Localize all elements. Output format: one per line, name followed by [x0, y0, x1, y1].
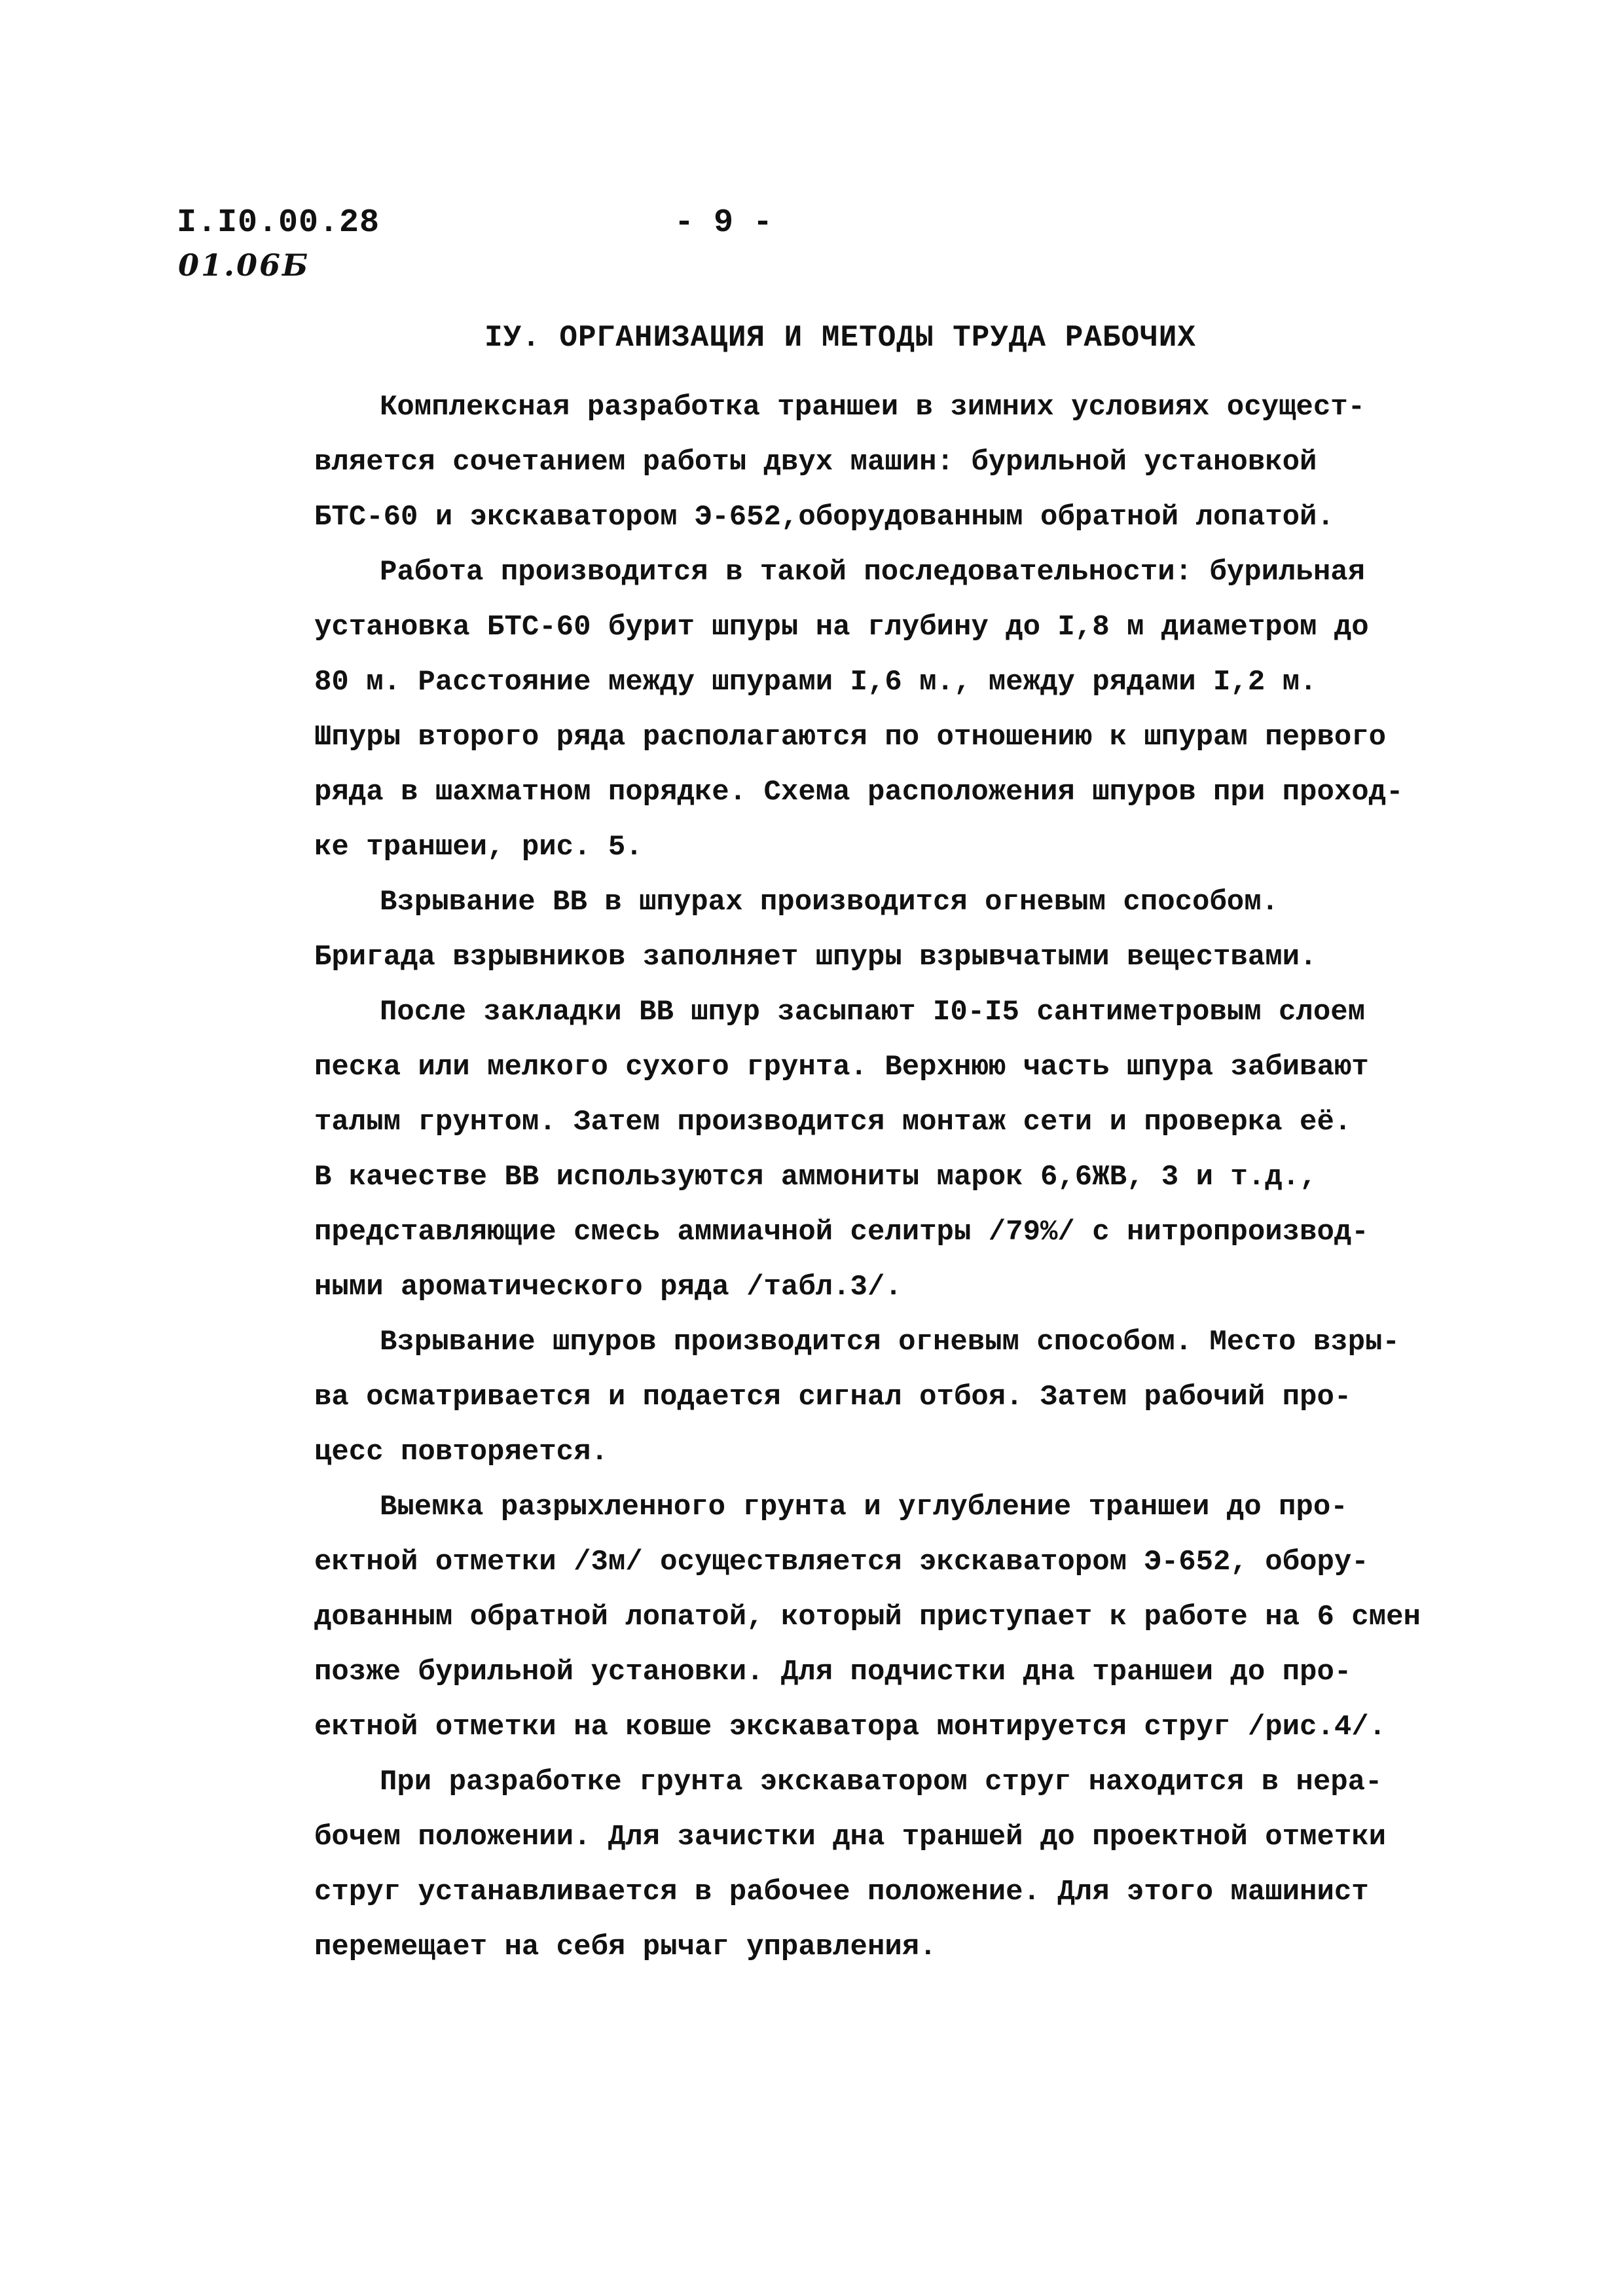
paragraph-1 [314, 380, 1427, 545]
text-line: БТС-60 и экскаватором Э-652,оборудованным обратной лопатой. [314, 501, 1334, 534]
text-line: ва осматривается и подается сигнал отбоя. Затем рабочий про- [314, 1381, 1352, 1413]
text-line: ектной отметки на ковше экскаватора монтируется струг /рис.4/. [314, 1711, 1387, 1743]
text-line: ектной отметки /3м/ осуществляется экскаватором Э-652, обору- [314, 1546, 1369, 1578]
handwritten-note: 01.06Б [178, 247, 310, 283]
text-line: дованным обратной лопатой, который приступает к работе на 6 смен [314, 1601, 1421, 1633]
text-line: ке траншеи, рис. 5. [314, 831, 643, 864]
text-line: При разработке грунта экскаватором струг находится в нера- [380, 1766, 1383, 1798]
text-line: Работа производится в такой последовательности: бурильная [380, 556, 1366, 589]
document-code: I.I0.00.28 [177, 204, 380, 242]
text-line: ряда в шахматном порядке. Схема расположения шпуров при проход- [314, 776, 1404, 809]
text-line: 80 м. Расстояние между шпурами I,6 м., между рядами I,2 м. [314, 666, 1317, 699]
text-line: Шпуры второго ряда располагаются по отношению к шпурам первого [314, 721, 1387, 754]
paragraph-4 [314, 985, 1427, 1315]
text-line: Бригада взрывников заполняет шпуры взрывчатыми веществами. [314, 941, 1317, 974]
text-line: представляющие смесь аммиачной селитры /79%/ с нитропроизвод- [314, 1216, 1369, 1248]
text-line: ными ароматического ряда /табл.3/. [314, 1271, 902, 1303]
paragraph-7 [314, 1755, 1427, 1975]
text-line: бочем положении. Для зачистки дна траншей до проектной отметки [314, 1821, 1387, 1853]
page-number: - 9 - [674, 204, 773, 242]
text-line: установка БТС-60 бурит шпуры на глубину до I,8 м диаметром до [314, 611, 1369, 644]
text-line: песка или мелкого сухого грунта. Верхнюю часть шпура забивают [314, 1051, 1369, 1084]
text-line: Взрывание шпуров производится огневым способом. Место взры- [380, 1326, 1400, 1358]
text-line: струг устанавливается в рабочее положение. Для этого машинист [314, 1876, 1369, 1908]
text-line: позже бурильной установки. Для подчистки дна траншеи до про- [314, 1656, 1352, 1688]
text-line: талым грунтом. Затем производится монтаж сети и проверка её. [314, 1106, 1352, 1139]
paragraph-2 [314, 545, 1427, 875]
text-line: перемещает на себя рычаг управления. [314, 1931, 937, 1963]
text-line: В качестве ВВ используются аммониты марок 6,6ЖВ, 3 и т.д., [314, 1161, 1317, 1194]
text-line: Взрывание ВВ в шпурах производится огневым способом. [380, 886, 1279, 919]
text-line: Комплексная разработка траншеи в зимних условиях осущест- [380, 391, 1366, 424]
paragraph-6 [314, 1480, 1427, 1755]
text-line: цесс повторяется. [314, 1436, 608, 1468]
body-text [314, 380, 1427, 1975]
text-line: вляется сочетанием работы двух машин: бурильной установкой [314, 446, 1317, 479]
text-line: Выемка разрыхленного грунта и углубление траншеи до про- [380, 1491, 1348, 1523]
text-line: После закладки ВВ шпур засыпают I0-I5 сантиметровым слоем [380, 996, 1366, 1029]
paragraph-3 [314, 875, 1427, 985]
section-title: IУ. ОРГАНИЗАЦИЯ И МЕТОДЫ ТРУДА РАБОЧИХ [484, 321, 1196, 355]
paragraph-5 [314, 1315, 1427, 1480]
